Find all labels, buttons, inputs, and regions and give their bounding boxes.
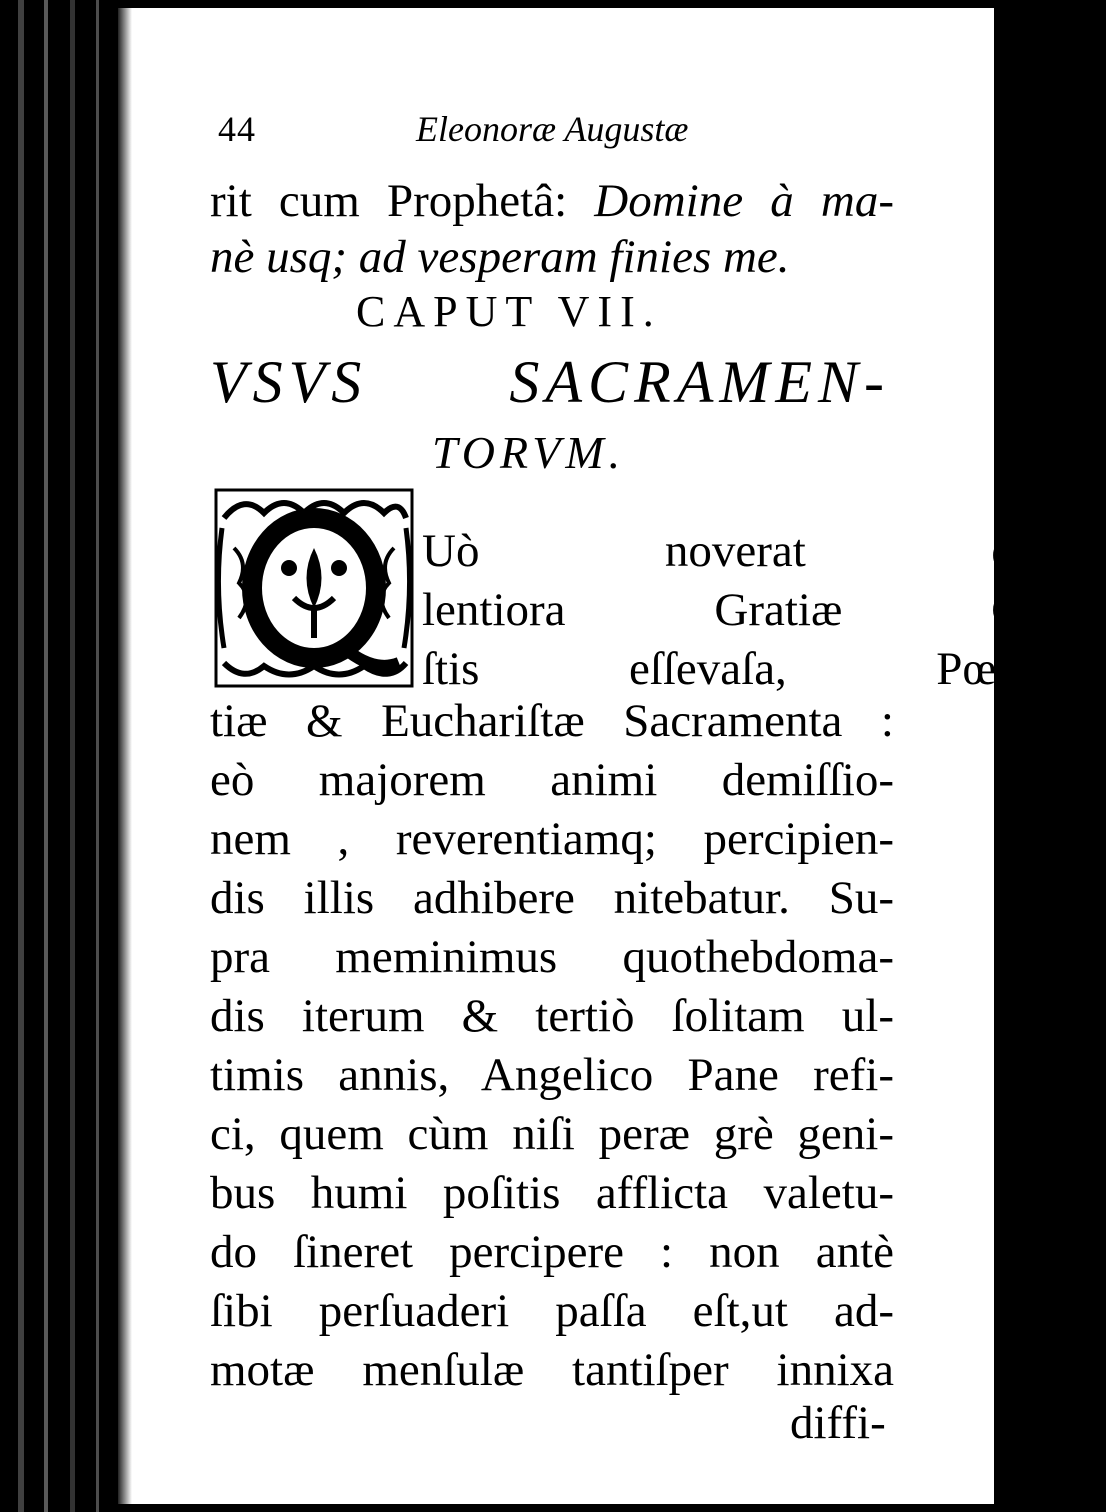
page-edge	[18, 0, 24, 1512]
page-edge	[44, 0, 48, 1512]
text-line: ſibi perſuaderi paſſa eſt,ut ad-	[210, 1285, 894, 1337]
running-title: Eleonoræ Augustæ	[416, 109, 689, 149]
text-line: dis illis adhibere nitebatur. Su-	[210, 872, 894, 924]
chapter-title-line2: TORVM.	[432, 427, 626, 478]
text-line: nè usq; ad vesperam finies me.	[210, 231, 790, 283]
page-number: 44	[218, 109, 256, 149]
text-line: timis annis, Angelico Pane refi-	[210, 1049, 894, 1101]
text-line: motæ menſulæ tantiſper innixa	[210, 1344, 894, 1396]
text-line: nem , reverentiamq; percipien-	[210, 813, 894, 865]
text-line: lentiora Gratiæ Cœle-	[422, 584, 1106, 636]
text-line: tiæ & Euchariſtæ Sacramenta :	[210, 695, 894, 747]
text-line: bus humi poſitis afflicta valetu-	[210, 1167, 894, 1219]
page	[118, 8, 1106, 1504]
page-edge	[96, 0, 99, 1512]
carryover-roman: rit cum Prophetâ:	[210, 175, 595, 227]
text-line: Uò noverat excel-	[422, 525, 1106, 577]
decorated-initial	[214, 488, 414, 688]
carryover-italic: Domine à ma-	[594, 175, 894, 227]
catchword: diffi-	[790, 1397, 886, 1449]
ornament-icon	[214, 488, 414, 688]
chapter-title-line1: VSVS SACRAMEN-	[210, 349, 890, 415]
text-line: do ſineret percipere : non antè	[210, 1226, 894, 1278]
running-header	[210, 108, 900, 152]
text-line: ci, quem cùm niſi peræ grè geni-	[210, 1108, 894, 1160]
text-line: pra meminimus quothebdoma-	[210, 931, 894, 983]
page-edge	[70, 0, 75, 1512]
text-line: dis iterum & tertiò ſolitam ul-	[210, 990, 894, 1042]
text-line: eò majorem animi demiſſio-	[210, 754, 894, 806]
text-line: ſtis eſſevaſa, Pœniten-	[422, 643, 1106, 695]
text-line	[210, 174, 894, 228]
chapter-label: CAPUT VII.	[356, 287, 662, 336]
